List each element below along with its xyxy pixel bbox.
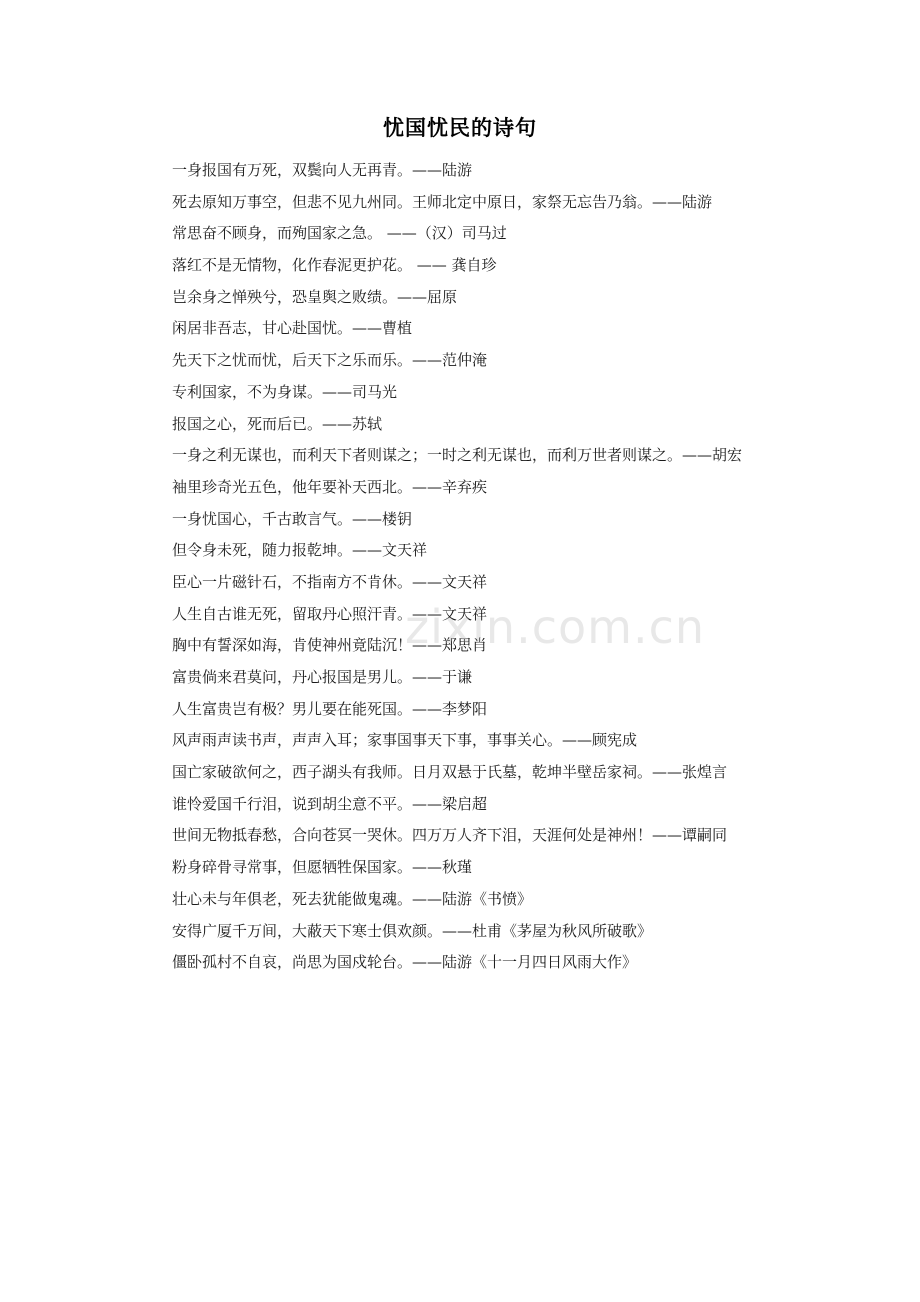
poem-line: 岂余身之惮殃兮，恐皇舆之败绩。——屈原	[172, 287, 458, 306]
poem-line: 富贵倘来君莫问，丹心报国是男儿。——于谦	[172, 668, 473, 686]
poem-line: 一身之利无谋也，而利天下者则谋之；一时之利无谋也，而利万世者则谋之。——胡宏	[172, 446, 743, 465]
poem-line: 风声雨声读书声，声声入耳；家事国事天下事，事事关心。——顾宪成	[172, 731, 638, 750]
poem-line: 落红不是无情物，化作春泥更护花。 —— 龚自珍	[172, 256, 497, 275]
poem-line: 安得广厦千万间，大蔽天下寒士俱欢颜。——杜甫《茅屋为秋风所破歌》	[172, 921, 653, 940]
page-title: 忧国忧民的诗句	[383, 116, 537, 140]
poem-line: 壮心未与年俱老，死去犹能做鬼魂。——陆游《书愤》	[172, 889, 533, 908]
poem-line: 先天下之忧而忧，后天下之乐而乐。——范仲淹	[172, 351, 488, 370]
poem-line: 胸中有誓深如海，肯使神州竟陆沉！——郑思肖	[172, 636, 488, 655]
poem-line: 臣心一片磁针石，不指南方不肯休。——文天祥	[172, 572, 488, 591]
poem-line: 世间无物抵春愁，合向苍冥一哭休。四万万人齐下泪，天涯何处是神州！——谭嗣同	[172, 826, 728, 845]
poem-line: 僵卧孤村不自哀，尚思为国戍轮台。——陆游《十一月四日风雨大作》	[172, 953, 638, 972]
poem-line: 袖里珍奇光五色，他年要补天西北。——辛弃疾	[172, 477, 488, 496]
poem-line: 死去原知万事空，但悲不见九州同。王师北定中原日，家祭无忘告乃翁。——陆游	[172, 192, 713, 211]
watermark: zixin.com.cn	[405, 600, 706, 654]
poem-line: 国亡家破欲何之，西子湖头有我师。日月双悬于氏墓，乾坤半壁岳家祠。——张煌言	[172, 763, 728, 782]
poem-line: 专利国家，不为身谋。——司马光	[172, 382, 398, 401]
poem-line: 粉身碎骨寻常事，但愿牺牲保国家。——秋瑾	[172, 858, 473, 877]
poem-line: 谁怜爱国千行泪，说到胡尘意不平。——梁启超	[172, 794, 488, 813]
poem-line: 闲居非吾志，甘心赴国忧。——曹植	[172, 319, 413, 338]
poem-line: 一身报国有万死，双鬓向人无再青。——陆游	[172, 161, 473, 179]
poem-line: 人生自古谁无死，留取丹心照汗青。——文天祥	[172, 604, 488, 623]
poem-line: 报国之心，死而后已。——苏轼	[172, 414, 383, 433]
poem-line: 人生富贵岂有极？男儿要在能死国。——李梦阳	[172, 699, 488, 718]
poem-list	[172, 158, 792, 982]
poem-line: 但令身未死，随力报乾坤。——文天祥	[172, 541, 428, 560]
poem-line: 常思奋不顾身，而殉国家之急。 ——（汉）司马过	[172, 224, 507, 243]
poem-line: 一身忧国心，千古敢言气。——楼钥	[172, 509, 413, 528]
